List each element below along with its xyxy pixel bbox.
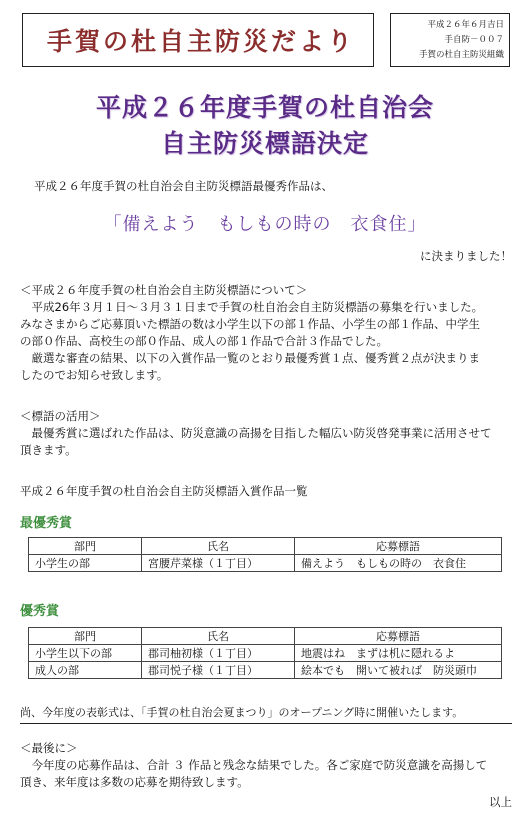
header-category: 部門 (29, 628, 142, 645)
issue-number: 手自防－００７ (444, 35, 504, 45)
prize-list-title: 平成２６年度手賀の杜自治会自主防災標語入賞作品一覧 (20, 484, 308, 498)
header-category: 部門 (29, 538, 142, 555)
cell-slogan: 備えよう もしもの時の 衣食住 (295, 555, 502, 572)
main-title-line1: 平成２６年度手賀の杜自治会 (95, 93, 434, 122)
cell-slogan: 地震はね まずは机に隠れるよ (295, 645, 502, 662)
about-line: の部０作品、高校生の部０作品、成人の部１作品で合計３作品でした。 (20, 334, 388, 348)
intro-text: 平成２６年度手賀の杜自治会自主防災標語最優秀作品は、 (34, 179, 333, 193)
cell-name: 郡司柚初様（１丁目） (142, 645, 295, 662)
cell-category: 小学生以下の部 (29, 645, 142, 662)
issuer-name: 手賀の杜自主防災組織 (418, 50, 504, 60)
about-line: したのでお知らせ致します。 (20, 368, 169, 382)
closing-line: 今年度の応募作品は、合計 ３ 作品と残念な結果でした。各ご家庭で防災意識を高揚して (31, 758, 488, 772)
use-heading: ＜標語の活用＞ (20, 409, 101, 423)
about-heading: ＜平成２６年度手賀の杜自治会自主防災標語について＞ (20, 283, 308, 297)
use-line: 頂きます。 (20, 443, 77, 457)
newsletter-title: 手賀の杜自主防災だより (47, 27, 356, 56)
closing-word: 以上 (489, 795, 512, 809)
grand-prize-label: 最優秀賞 (20, 516, 73, 531)
about-line: 厳選な審査の結果、以下の入賞作品一覧のとおり最優秀賞１点、優秀賞２点が決まりま (31, 351, 480, 365)
divider (20, 723, 512, 724)
closing-section (20, 740, 512, 791)
cell-category: 成人の部 (29, 662, 142, 679)
cell-name: 宮腰芹菜様（１丁目） (142, 555, 295, 572)
table-row (29, 662, 502, 679)
issue-date: 平成２６年６月吉日 (427, 20, 504, 30)
table-header-row (29, 628, 502, 645)
grand-prize-table (28, 537, 502, 572)
ceremony-notice: 尚、今年度の表彰式は、「手賀の杜自治会夏まつり」のオープニング時に開催いたします。 (20, 706, 464, 719)
excellence-prize-label: 優秀賞 (20, 604, 60, 619)
about-line: みなさまからご応募頂いた標語の数は小学生以下の部１作品、小学生の部１作品、中学生 (20, 317, 480, 331)
table-row (29, 555, 502, 572)
use-line: 最優秀賞に選ばれた作品は、防災意識の高揚を目指した幅広い防災啓発事業に活用させて (31, 426, 492, 440)
about-line: 平成26年３月１日～３月３１日まで手賀の杜自治会自主防災標語の募集を行いました。 (31, 300, 484, 314)
about-section (20, 282, 512, 384)
cell-name: 郡司悦子様（１丁目） (142, 662, 295, 679)
header-slogan: 応募標語 (295, 628, 502, 645)
use-section (20, 408, 512, 459)
header-name: 氏名 (142, 538, 295, 555)
cell-slogan: 絵本でも 開いて被れば 防災頭巾 (295, 662, 502, 679)
header-slogan: 応募標語 (295, 538, 502, 555)
header-name: 氏名 (142, 628, 295, 645)
decided-text: に決まりました！ (420, 249, 512, 263)
main-title-line2: 自主防災標語決定 (160, 129, 369, 158)
cell-category: 小学生の部 (29, 555, 142, 572)
newsletter-title-box (22, 13, 374, 67)
issue-info-box (390, 13, 510, 67)
excellence-prize-table (28, 627, 502, 679)
closing-heading: ＜最後に＞ (20, 741, 78, 755)
closing-line: 頂き、来年度は多数の応募を期待致します。 (20, 775, 249, 789)
table-row (29, 645, 502, 662)
table-header-row (29, 538, 502, 555)
winning-slogan: 「備えよう もしもの時の 衣食住」 (103, 214, 427, 235)
